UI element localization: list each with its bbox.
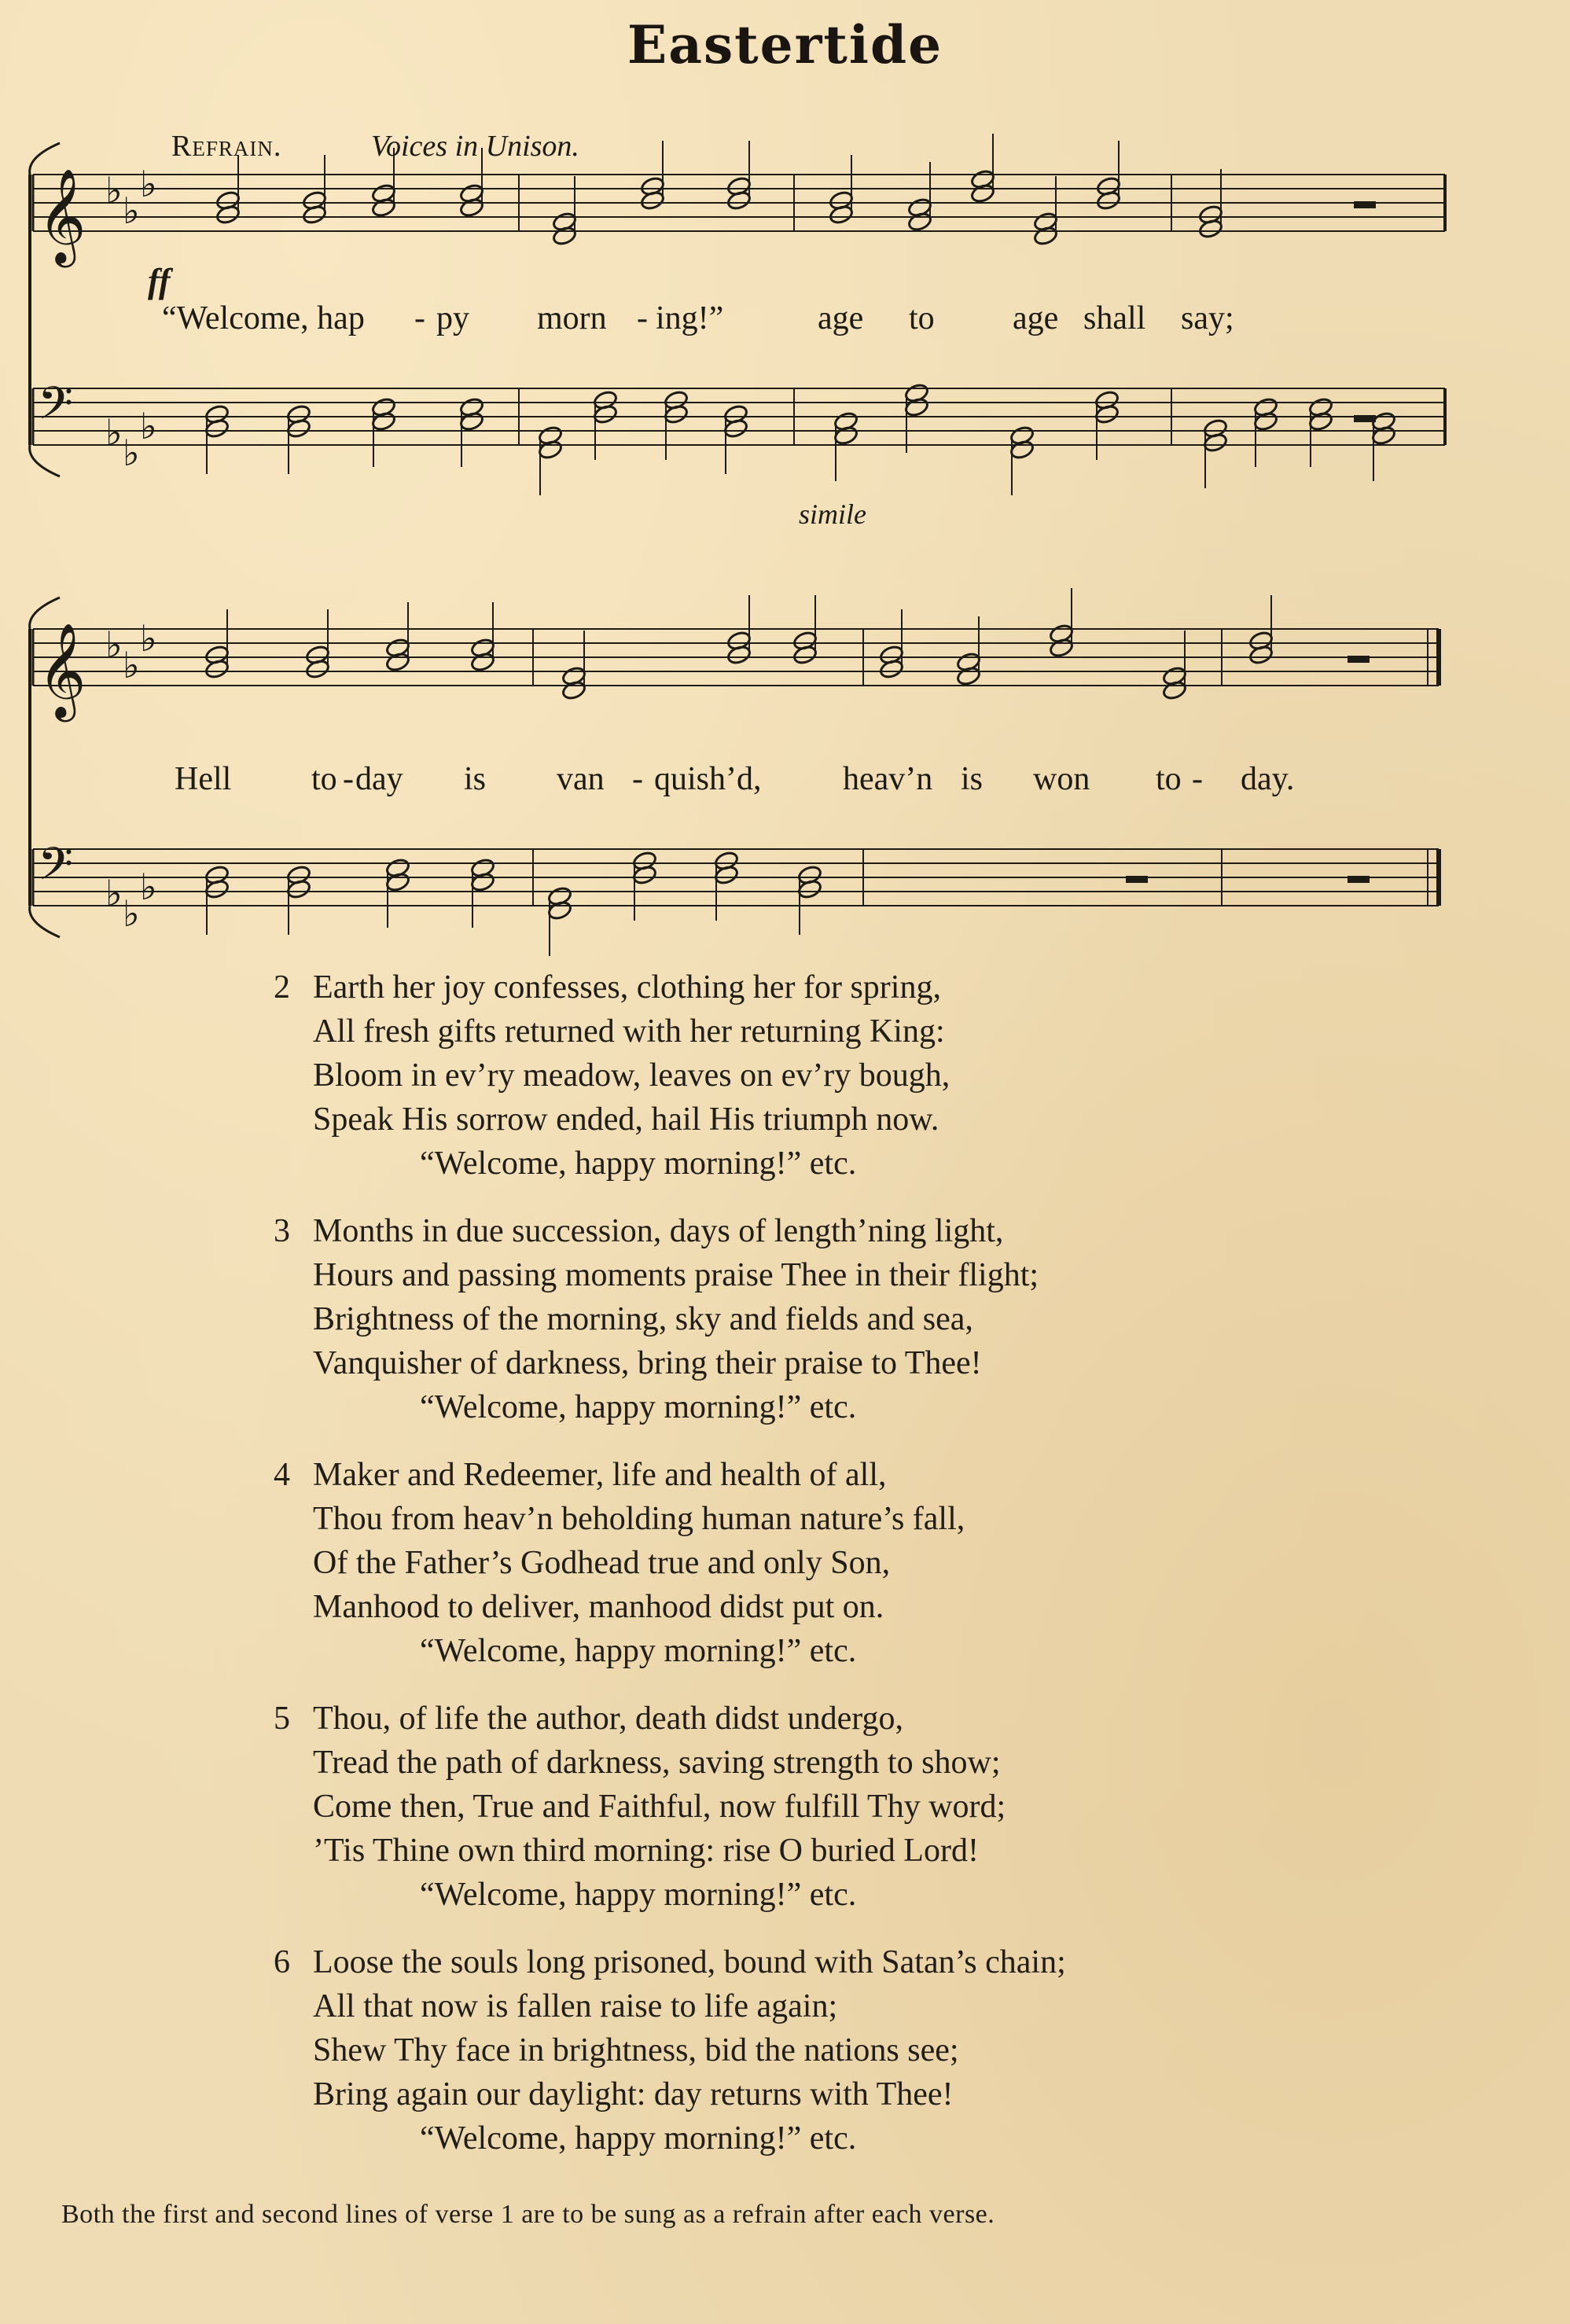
rest-icon bbox=[1354, 201, 1376, 208]
stanza bbox=[274, 1940, 1374, 2160]
flat-icon: ♭ bbox=[123, 892, 140, 935]
music-score bbox=[0, 0, 1570, 975]
stanza-line: Brightness of the morning, sky and fields and sea, bbox=[313, 1301, 973, 1337]
refrain-line: “Welcome, happy morning!” etc. bbox=[420, 1145, 857, 1182]
rest-icon bbox=[1354, 415, 1376, 422]
treble-clef-icon: 𝄞 bbox=[38, 622, 86, 718]
refrain-label: Refrain. bbox=[171, 130, 282, 163]
flat-icon: ♭ bbox=[123, 432, 140, 474]
stanza bbox=[274, 1209, 1374, 1429]
brace-hook bbox=[30, 445, 60, 476]
dynamic-marking: ff bbox=[148, 262, 171, 300]
treble-clef-icon: 𝄞 bbox=[38, 167, 86, 263]
lyric-syllable: van bbox=[557, 761, 605, 797]
flat-icon: ♭ bbox=[105, 872, 123, 914]
lyric-syllable: ing!” bbox=[656, 300, 724, 336]
voices-label: Voices in Unison. bbox=[371, 130, 579, 163]
stanza bbox=[274, 1697, 1374, 1917]
stanza-number: 6 bbox=[274, 1944, 290, 1980]
flat-icon: ♭ bbox=[140, 163, 157, 205]
flat-icon: ♭ bbox=[123, 189, 140, 232]
refrain-line: “Welcome, happy morning!” etc. bbox=[420, 1633, 857, 1669]
rest-icon bbox=[1348, 656, 1370, 663]
stanza-line: All that now is fallen raise to life again; bbox=[313, 1988, 838, 2024]
lyric-syllable: py bbox=[436, 300, 469, 336]
lyric-syllable: is bbox=[464, 761, 487, 797]
stanza-line: All fresh gifts returned with her returning King: bbox=[313, 1013, 945, 1050]
lyric-syllable: day bbox=[355, 761, 403, 797]
stanza-number: 5 bbox=[274, 1701, 290, 1737]
lyric-syllable: - bbox=[343, 761, 354, 797]
flat-icon: ♭ bbox=[123, 644, 140, 686]
bass-clef-icon: 𝄢 bbox=[38, 377, 74, 441]
stanza-line: Come then, True and Faithful, now fulfill Thy word; bbox=[313, 1789, 1006, 1825]
stanza bbox=[274, 1453, 1374, 1673]
footnote: Both the first and second lines of verse 1 are to be sung as a refrain after each verse. bbox=[61, 2200, 995, 2229]
brace-hook bbox=[30, 906, 60, 937]
lyric-syllable: day. bbox=[1241, 761, 1295, 797]
page-title: Eastertide bbox=[627, 14, 943, 75]
simile-marking: simile bbox=[799, 498, 866, 530]
flat-icon: ♭ bbox=[105, 411, 123, 454]
lyric-syllable: - bbox=[414, 300, 425, 336]
lyric-syllable: Hell bbox=[175, 761, 232, 797]
rest-icon bbox=[1348, 876, 1370, 883]
lyric-syllable: say; bbox=[1181, 300, 1234, 336]
stanza-line: ’Tis Thine own third morning: rise O buried Lord! bbox=[313, 1833, 979, 1869]
lyric-syllable: to bbox=[311, 761, 337, 797]
stanza bbox=[274, 965, 1374, 1186]
flat-icon: ♭ bbox=[140, 405, 157, 447]
lyric-syllable: morn bbox=[537, 300, 607, 336]
lyric-syllable: heav’n bbox=[843, 761, 933, 797]
lyric-syllable: - bbox=[632, 761, 643, 797]
lyric-syllable: - bbox=[637, 300, 648, 336]
refrain-line: “Welcome, happy morning!” etc. bbox=[420, 1389, 857, 1425]
stanza-line: Vanquisher of darkness, bring their praise to Thee! bbox=[313, 1345, 982, 1381]
flat-icon: ♭ bbox=[140, 617, 157, 660]
lyrics-system-2 bbox=[175, 761, 1294, 797]
lyric-syllable: quish’d, bbox=[654, 761, 762, 797]
lyric-syllable: “Welcome, hap bbox=[162, 300, 365, 336]
lyric-syllable: age bbox=[1013, 300, 1059, 336]
stanza-line: Shew Thy face in brightness, bid the nations see; bbox=[313, 2032, 959, 2068]
rest-icon bbox=[1126, 876, 1148, 883]
stanza-line: Bloom in ev’ry meadow, leaves on ev’ry bough, bbox=[313, 1057, 950, 1094]
lyric-syllable: is bbox=[961, 761, 984, 797]
lyric-syllable: - bbox=[1192, 761, 1203, 797]
lyric-syllable: age bbox=[818, 300, 864, 336]
stanza-number: 3 bbox=[274, 1213, 290, 1249]
bass-clef-icon: 𝄢 bbox=[38, 837, 74, 902]
refrain-line: “Welcome, happy morning!” etc. bbox=[420, 1877, 857, 1913]
stanza-line: Months in due succession, days of length’ning light, bbox=[313, 1213, 1004, 1249]
stanza-line: Earth her joy confesses, clothing her for spring, bbox=[313, 969, 941, 1006]
stanza-line: Bring again our daylight: day returns with Thee! bbox=[313, 2076, 954, 2113]
lyric-syllable: won bbox=[1033, 761, 1090, 797]
flat-icon: ♭ bbox=[105, 623, 123, 666]
lyric-syllable: to bbox=[909, 300, 935, 336]
stanza-line: Of the Father’s Godhead true and only Son, bbox=[313, 1545, 891, 1581]
stanza-line: Tread the path of darkness, saving strength to show; bbox=[313, 1745, 1001, 1781]
flat-icon: ♭ bbox=[105, 169, 123, 211]
refrain-line: “Welcome, happy morning!” etc. bbox=[420, 2120, 857, 2157]
stanza-number: 2 bbox=[274, 969, 290, 1006]
stanza-line: Loose the souls long prisoned, bound with Satan’s chain; bbox=[313, 1944, 1066, 1980]
stanza-line: Thou from heav’n beholding human nature’s fall, bbox=[313, 1501, 965, 1537]
lyrics-system-1 bbox=[162, 300, 1234, 336]
lyric-syllable: to bbox=[1156, 761, 1182, 797]
stanza-number: 4 bbox=[274, 1457, 290, 1493]
lyric-syllable: shall bbox=[1083, 300, 1146, 336]
stanza-line: Thou, of life the author, death didst undergo, bbox=[313, 1701, 904, 1737]
stanza-line: Speak His sorrow ended, hail His triumph now. bbox=[313, 1101, 939, 1138]
stanza-line: Manhood to deliver, manhood didst put on. bbox=[313, 1589, 884, 1625]
stanza-line: Hours and passing moments praise Thee in their flight; bbox=[313, 1257, 1039, 1293]
stanza-list bbox=[274, 965, 1374, 2184]
flat-icon: ♭ bbox=[140, 866, 157, 908]
stanza-line: Maker and Redeemer, life and health of all, bbox=[313, 1457, 887, 1493]
